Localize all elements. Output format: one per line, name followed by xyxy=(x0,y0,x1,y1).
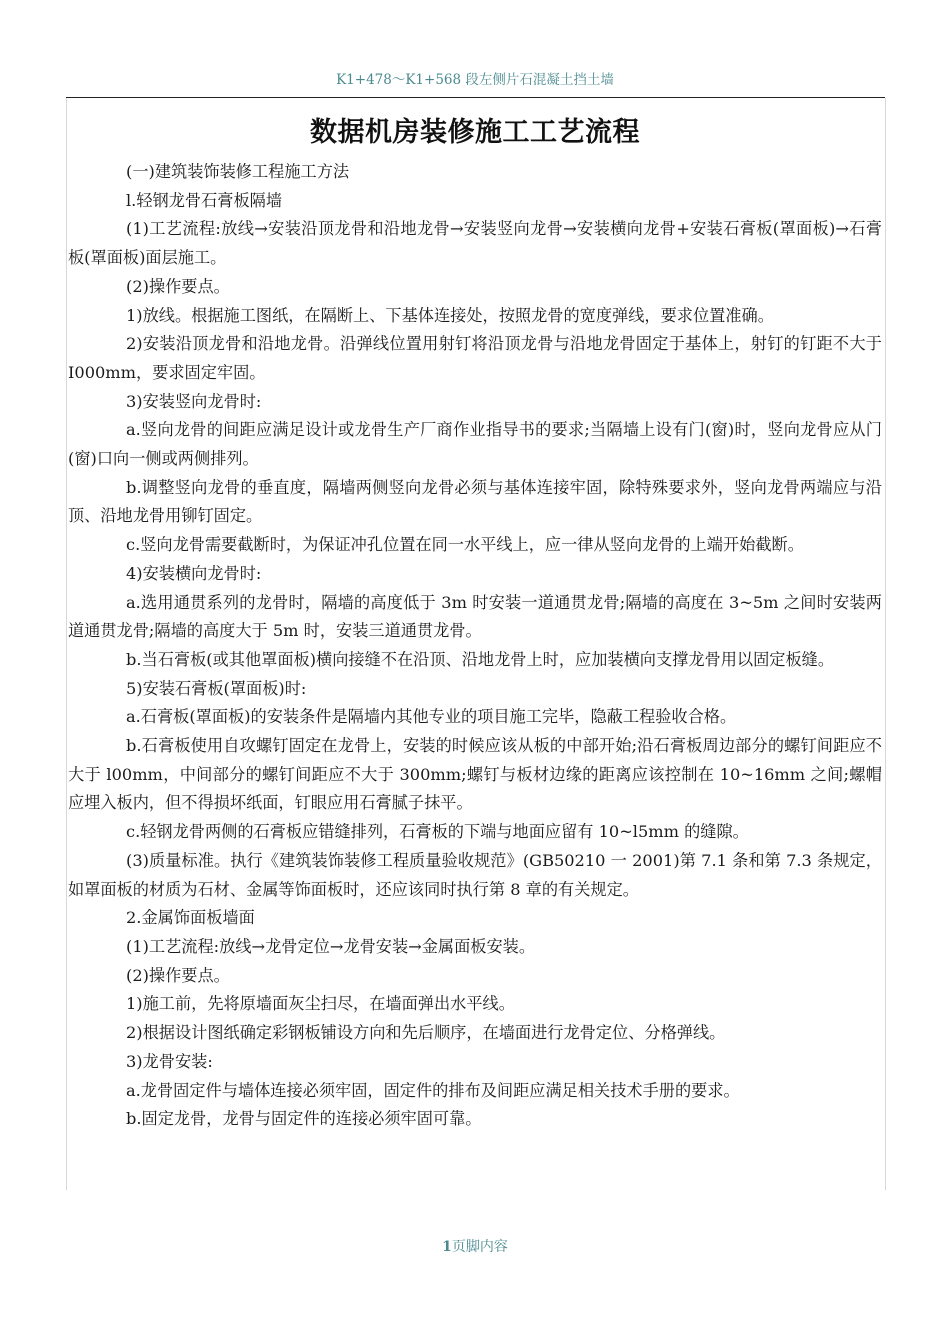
paragraph: (一)建筑装饰装修工程施工方法 xyxy=(126,162,350,181)
paragraph: (3)质量标准。执行《建筑装饰装修工程质量验收规范》(GB50210 一 2001)第 7.1 条和第 7.3 条规定，如罩面板的材质为石材、金属等饰面板时，还应该同时执行第 8 章的有关规定。 xyxy=(68,850,882,899)
page-footer xyxy=(0,1236,950,1256)
paragraph: 3)龙骨安装: xyxy=(126,1051,213,1071)
paragraph: 2)根据设计图纸确定彩钢板铺设方向和先后顺序，在墙面进行龙骨定位、分格弹线。 xyxy=(126,1023,726,1043)
page-header: K1+478～K1+568 段左侧片石混凝土挡土墙 xyxy=(336,72,614,88)
paragraph: a.竖向龙骨的间距应满足设计或龙骨生产厂商作业指导书的要求;当隔墙上设有门(窗)时，竖向龙骨应从门(窗)口向一侧或两侧排列。 xyxy=(68,420,882,469)
paragraph: a.石膏板(罩面板)的安装条件是隔墙内其他专业的项目施工完毕，隐蔽工程验收合格。 xyxy=(126,707,737,727)
paragraph: a.选用通贯系列的龙骨时，隔墙的高度低于 3m 时安装一道通贯龙骨;隔墙的高度在 3~5m 之间时安装两道通贯龙骨;隔墙的高度大于 5m 时，安装三道通贯龙骨。 xyxy=(68,592,882,641)
paragraph: b.当石膏板(或其他罩面板)横向接缝不在沿顶、沿地龙骨上时，应加装横向支撑龙骨用以固定板缝。 xyxy=(126,649,835,669)
paragraph: (1)工艺流程:放线→龙骨定位→龙骨安装→金属面板安装。 xyxy=(126,936,536,956)
paragraph: b.调整竖向龙骨的垂直度，隔墙两侧竖向龙骨必须与基体连接牢固，除特殊要求外，竖向龙骨两端应与沿顶、沿地龙骨用铆钉固定。 xyxy=(68,477,882,526)
paragraph: 1)放线。根据施工图纸，在隔断上、下基体连接处，按照龙骨的宽度弹线，要求位置准确。 xyxy=(126,305,774,325)
paragraph: (2)操作要点。 xyxy=(126,965,230,985)
paragraph: 3)安装竖向龙骨时: xyxy=(126,391,262,411)
paragraph: (2)操作要点。 xyxy=(126,276,230,296)
paragraph: b.固定龙骨，龙骨与固定件的连接必须牢固可靠。 xyxy=(126,1109,482,1129)
document-title: 数据机房装修施工工艺流程 xyxy=(310,117,640,149)
paragraph: 2)安装沿顶龙骨和沿地龙骨。沿弹线位置用射钉将沿顶龙骨与沿地龙骨固定于基体上，射钉的钉距不大于 I000mm，要求固定牢固。 xyxy=(68,334,882,382)
paragraph: c.竖向龙骨需要截断时，为保证冲孔位置在同一水平线上，应一律从竖向龙骨的上端开始截断。 xyxy=(126,535,804,555)
footer-text: 页脚内容 xyxy=(451,1239,508,1255)
paragraph: 2.金属饰面板墙面 xyxy=(126,908,255,928)
paragraph: (1)工艺流程:放线→安装沿顶龙骨和沿地龙骨→安装竖向龙骨→安装横向龙骨+安装石膏板(罩面板)→石膏板(罩面板)面层施工。 xyxy=(68,219,882,268)
page-number: 1 xyxy=(442,1239,452,1255)
paragraph: 1)施工前，先将原墙面灰尘扫尽，在墙面弹出水平线。 xyxy=(126,994,515,1014)
paragraph: 4)安装横向龙骨时: xyxy=(126,563,262,583)
paragraph: l.轻钢龙骨石膏板隔墙 xyxy=(126,190,283,210)
paragraph: b.石膏板使用自攻螺钉固定在龙骨上，安装的时候应该从板的中部开始;沿石膏板周边部分的螺钉间距应不大于 l00mm，中间部分的螺钉间距应不大于 300mm;螺钉与板材边缘的距离应该控制在 10~16mm 之间;螺帽应埋入板内，但不得损坏纸面，钉眼应用石膏腻子抹平。 xyxy=(68,736,882,813)
document-body xyxy=(68,158,882,1134)
paragraph: a.龙骨固定件与墙体连接必须牢固，固定件的排布及间距应满足相关技术手册的要求。 xyxy=(126,1080,740,1100)
paragraph: c.轻钢龙骨两侧的石膏板应错缝排列，石膏板的下端与地面应留有 10~l5mm 的缝隙。 xyxy=(126,822,749,842)
paragraph: 5)安装石膏板(罩面板)时: xyxy=(126,678,307,698)
